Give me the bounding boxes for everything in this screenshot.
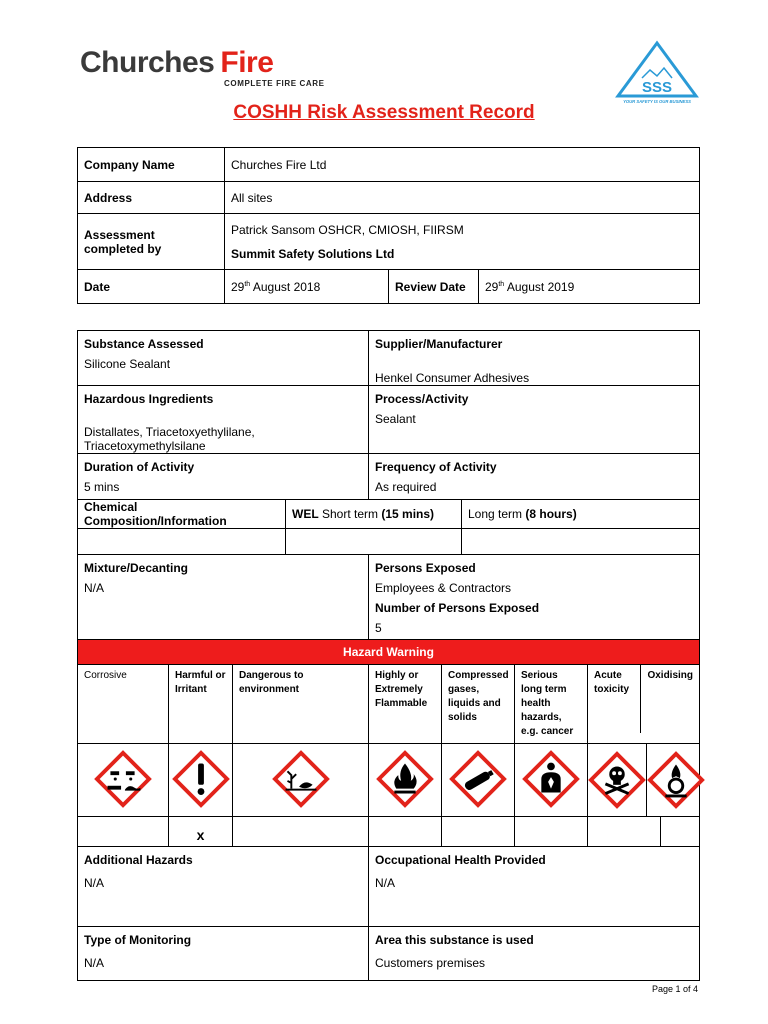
frequency-cell (369, 454, 700, 500)
company-table (77, 147, 700, 304)
health-hazard-icon (522, 750, 580, 808)
wel-label: WEL (292, 507, 319, 521)
hazard-col-oxidising: Oxidising (647, 670, 694, 681)
exclamation-icon (172, 750, 230, 808)
short-term-text: Short term (318, 507, 382, 521)
review-day: 29 (485, 279, 499, 294)
pictogram-cell-remaining (588, 744, 700, 817)
pictogram-cell-flammable (369, 744, 442, 817)
review-date-value (479, 270, 700, 304)
company-name-value: Churches Fire Ltd (225, 148, 700, 182)
mark-compressed (442, 817, 515, 847)
date-rest: August 2018 (250, 279, 321, 294)
pictogram-cell-harmful (169, 744, 233, 817)
persons-label: Persons Exposed (375, 561, 476, 575)
sss-logo-tagline: YOUR SAFETY IS OUR BUSINESS (623, 99, 691, 104)
persons-cell (369, 555, 700, 640)
frequency-value: As required (375, 480, 437, 494)
mark-harmful: x (169, 817, 233, 847)
mark-environment (233, 817, 369, 847)
document-title: COSHH Risk Assessment Record (233, 102, 535, 123)
mark-health (515, 817, 588, 847)
additional-hazards-cell (78, 847, 369, 927)
brand-tagline: COMPLETE FIRE CARE (224, 79, 325, 88)
pictogram-cell-corrosive (78, 744, 169, 817)
mixture-label: Mixture/Decanting (84, 561, 189, 575)
duration-value: 5 mins (84, 480, 120, 494)
date-value (225, 270, 389, 304)
hazard-col-health: Serious long term health hazards, e.g. cancer (515, 665, 588, 744)
area-cell (369, 927, 700, 981)
ingredients-cell (78, 386, 369, 454)
ingredients-label: Hazardous Ingredients (84, 392, 214, 406)
additional-hazards-value: N/A (84, 876, 105, 890)
substance-value: Silicone Sealant (84, 357, 171, 371)
process-label: Process/Activity (375, 392, 469, 406)
pictogram-cell-acute (588, 744, 647, 816)
hazard-col-harmful: Harmful or Irritant (169, 665, 233, 744)
duration-label: Duration of Activity (84, 460, 195, 474)
sss-logo (612, 40, 702, 106)
review-suffix: th (498, 280, 505, 288)
company-name-label: Company Name (78, 148, 225, 182)
environment-icon (272, 750, 330, 808)
mark-oxidising (661, 817, 699, 846)
assessor-organisation: Summit Safety Solutions Ltd (231, 247, 395, 261)
review-rest: August 2019 (504, 279, 575, 294)
assessor-name: Patrick Sansom OSHCR, CMIOSH, FIIRSM (231, 223, 464, 237)
pictogram-cell-compressed (442, 744, 515, 817)
long-term-empty (462, 529, 700, 555)
skull-icon (588, 751, 646, 809)
supplier-cell (369, 331, 700, 386)
supplier-label: Supplier/Manufacturer (375, 337, 503, 351)
area-label: Area this substance is used (375, 933, 534, 947)
additional-hazards-label: Additional Hazards (84, 853, 193, 867)
area-value: Customers premises (375, 956, 486, 970)
mark-corrosive (78, 817, 169, 847)
address-value: All sites (225, 182, 700, 214)
monitoring-cell (78, 927, 369, 981)
long-term-period: (8 hours) (525, 507, 577, 521)
sss-logo-text: SSS (641, 79, 673, 96)
ingredients-value: Distallates, Triacetoxyethylilane, Triacetoxymethylsilane (84, 425, 255, 453)
monitoring-label: Type of Monitoring (84, 933, 192, 947)
hazard-col-environment: Dangerous to environment (233, 665, 369, 744)
corrosive-icon (94, 750, 152, 808)
flame-icon (376, 750, 434, 808)
brand-word-fire: Fire (220, 46, 274, 79)
mark-remaining (588, 817, 700, 847)
persons-value: Employees & Contractors (375, 581, 512, 595)
supplier-value: Henkel Consumer Adhesives (375, 371, 530, 385)
duration-cell (78, 454, 369, 500)
composition-empty (78, 529, 286, 555)
date-label: Date (78, 270, 225, 304)
hazard-col-remaining (588, 665, 700, 744)
substance-table (77, 330, 700, 981)
page-number: Page 1 of 4 (651, 984, 698, 994)
substance-label: Substance Assessed (84, 337, 204, 351)
occupational-health-label: Occupational Health Provided (375, 853, 546, 867)
process-value: Sealant (375, 412, 416, 426)
hazard-warning-bar: Hazard Warning (78, 640, 700, 665)
frequency-label: Frequency of Activity (375, 460, 497, 474)
date-day: 29 (231, 279, 245, 294)
process-cell (369, 386, 700, 454)
pictogram-cell-health (515, 744, 588, 817)
address-label: Address (78, 182, 225, 214)
pictogram-cell-environment (233, 744, 369, 817)
long-term-text: Long term (468, 507, 526, 521)
oxidising-icon (647, 751, 705, 809)
occupational-health-cell (369, 847, 700, 927)
hazard-col-acute: Acute toxicity (588, 665, 641, 733)
occupational-health-value: N/A (375, 876, 396, 890)
composition-label: Chemical Composition/Information (78, 500, 286, 529)
wel-short-term (286, 500, 462, 529)
number-persons-label: Number of Persons Exposed (375, 601, 540, 615)
assessor-value (225, 214, 700, 270)
mark-flammable (369, 817, 442, 847)
hazard-col-flammable: Highly or Extremely Flammable (369, 665, 442, 744)
number-persons-value: 5 (375, 621, 382, 635)
monitoring-value: N/A (84, 956, 105, 970)
assessor-label: Assessment completed by (78, 214, 225, 270)
mark-acute (588, 817, 661, 846)
gas-cylinder-icon (449, 750, 507, 808)
churches-fire-logo (80, 48, 273, 78)
review-date-label: Review Date (389, 270, 479, 304)
hazard-col-compressed: Compressed gases, liquids and solids (442, 665, 515, 744)
brand-word-churches: Churches (80, 46, 215, 79)
short-term-empty (286, 529, 462, 555)
short-term-period: (15 mins) (381, 507, 435, 521)
mixture-value: N/A (84, 581, 105, 595)
mixture-cell (78, 555, 369, 640)
substance-cell (78, 331, 369, 386)
wel-long-term (462, 500, 700, 529)
hazard-col-corrosive: Corrosive (78, 665, 169, 744)
pictogram-cell-oxidising (647, 751, 705, 809)
date-suffix: th (244, 280, 251, 288)
